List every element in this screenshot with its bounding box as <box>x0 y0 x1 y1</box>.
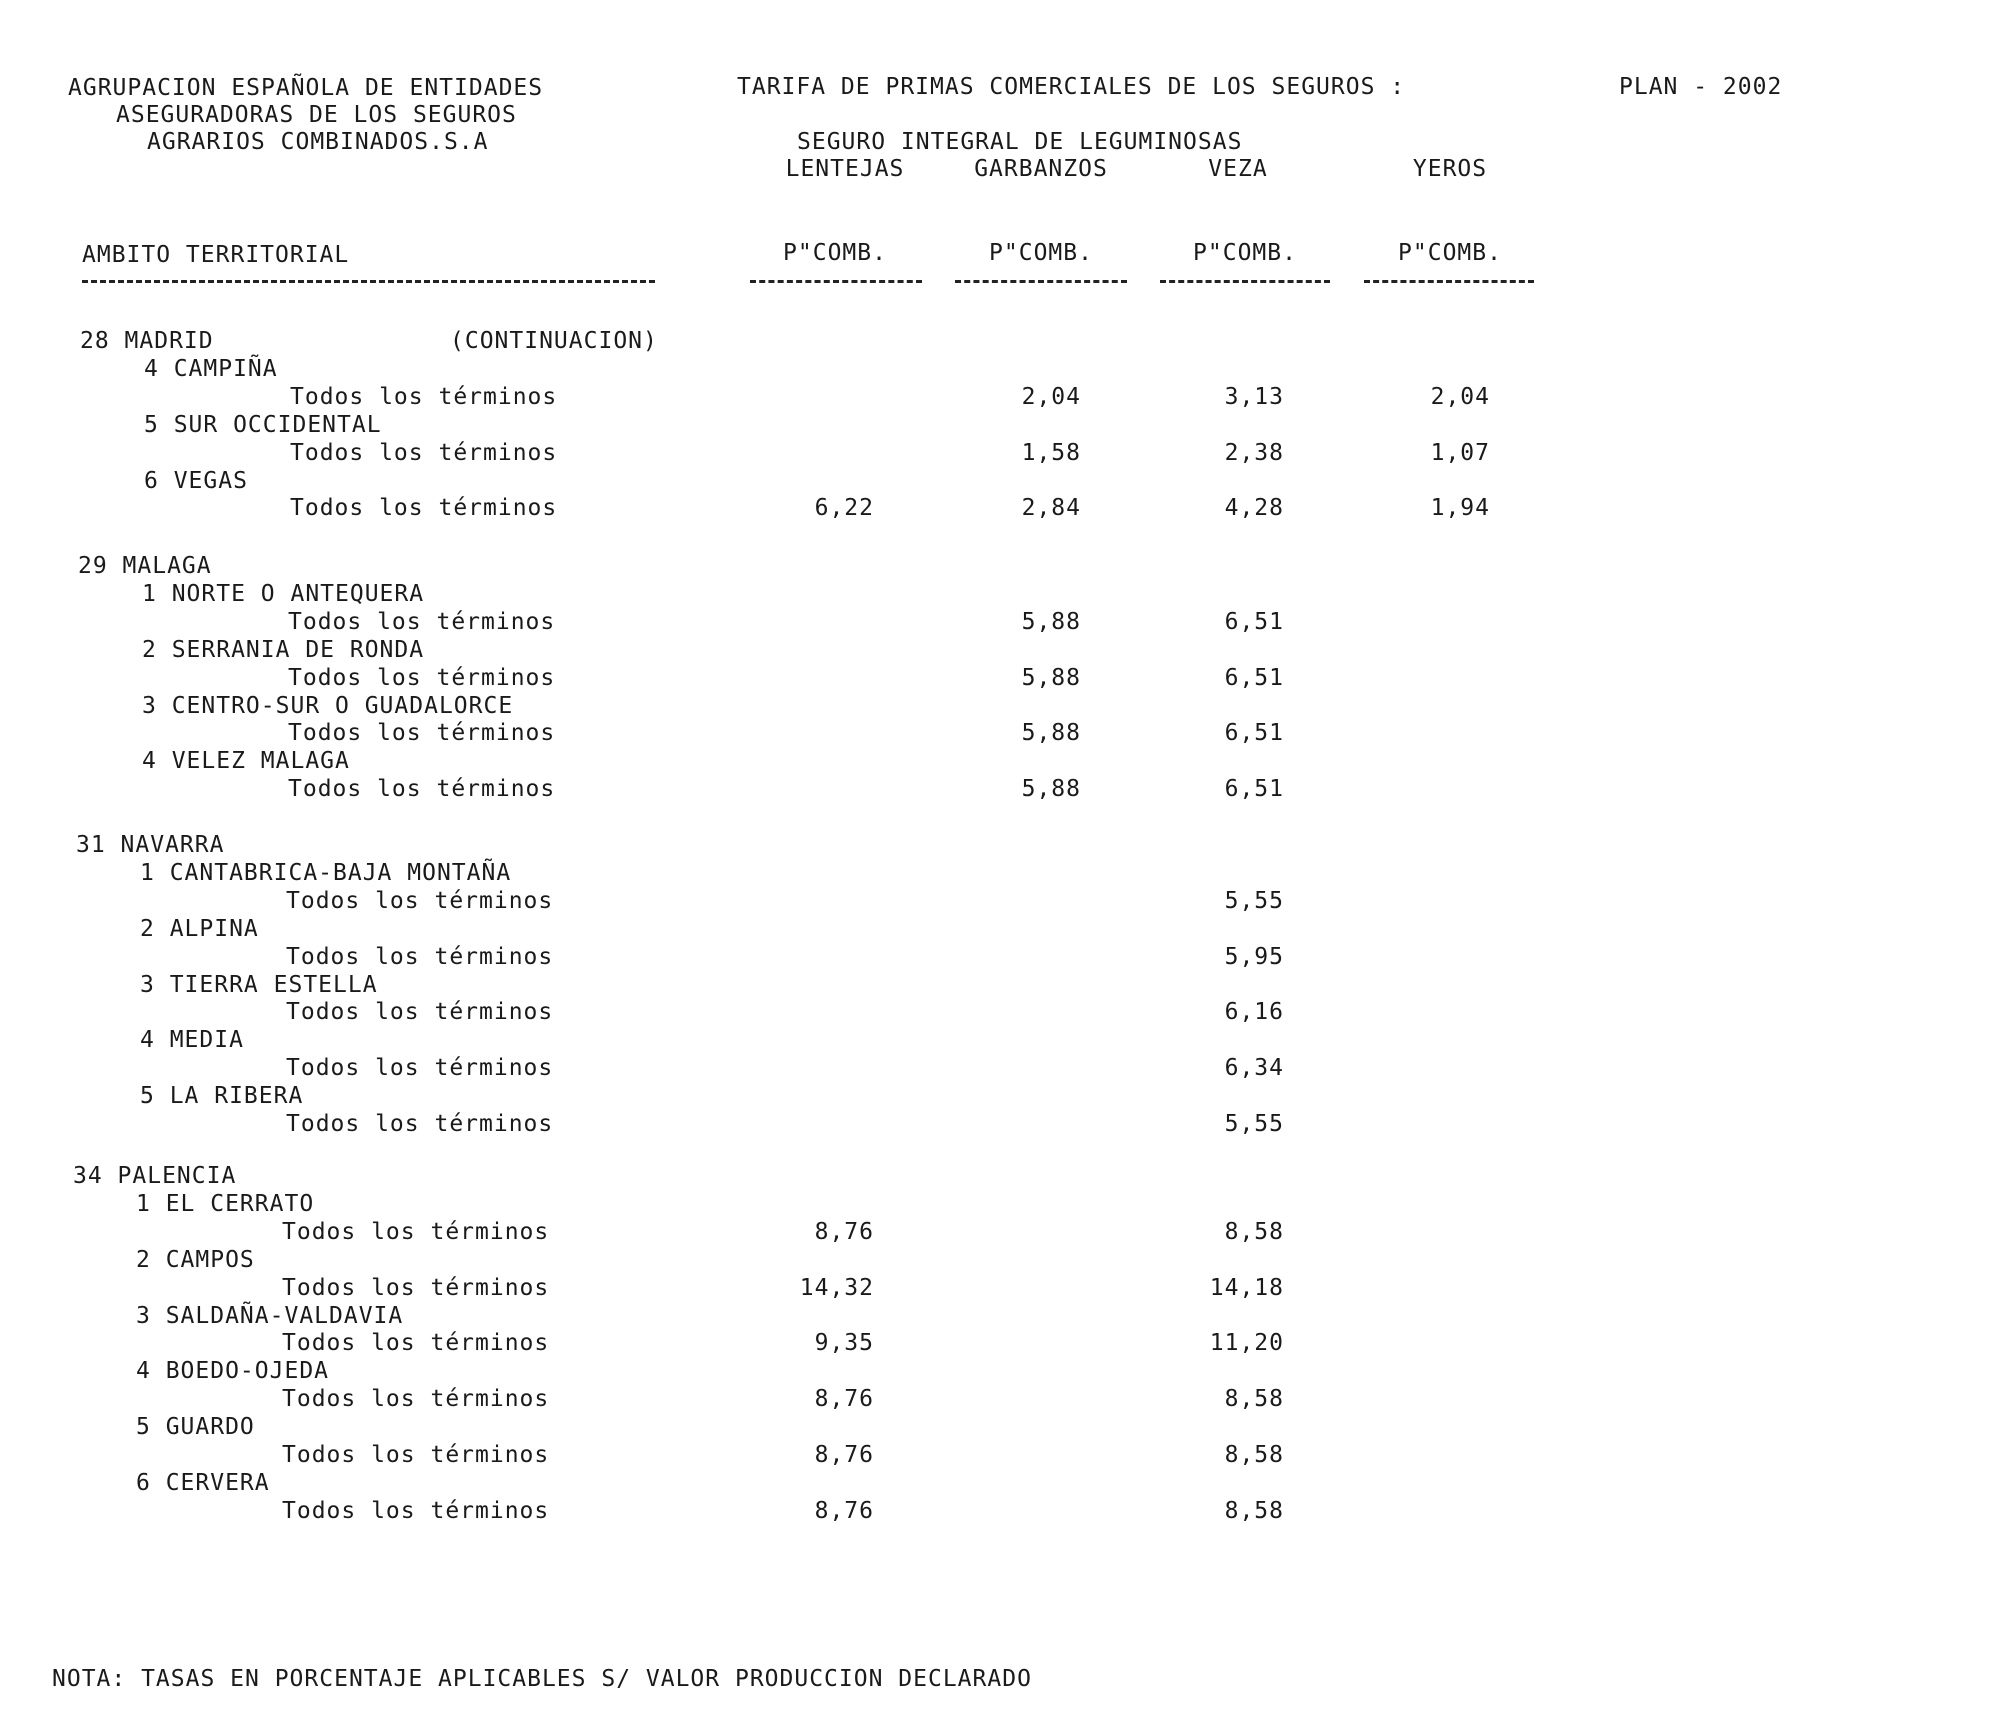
premium-rate-cell: 8,58 <box>1224 1218 1284 1245</box>
comarca-name: 5 SUR OCCIDENTAL <box>144 411 382 438</box>
header-rule-yeros <box>1364 280 1534 283</box>
premium-rate-cell: 8,58 <box>1224 1442 1284 1468</box>
footer-note: NOTA: TASAS EN PORCENTAJE APLICABLES S/ VALOR PRODUCCION DECLARADO <box>52 1666 1032 1692</box>
comarca-name: 5 GUARDO <box>136 1414 255 1441</box>
comarca-name: 4 CAMPIÑA <box>144 355 278 382</box>
premium-rate-cell: 8,76 <box>814 1497 874 1524</box>
terms-label: Todos los términos <box>282 1330 550 1357</box>
terms-label: Todos los términos <box>282 1497 550 1524</box>
province-name: 28 MADRID <box>80 328 214 354</box>
premium-rate-cell: 5,95 <box>1224 943 1284 970</box>
terms-label: Todos los términos <box>290 495 558 522</box>
column-header-yeros: P"COMB. <box>1398 240 1502 266</box>
premium-rate-cell: 5,88 <box>1021 720 1081 747</box>
column-header-veza: P"COMB. <box>1193 240 1297 266</box>
plan-label: PLAN - 2002 <box>1619 74 1783 100</box>
terms-label: Todos los términos <box>290 439 558 466</box>
terms-label: Todos los términos <box>288 720 556 747</box>
header-rule-ambito <box>82 280 655 283</box>
province-note: (CONTINUACION) <box>450 328 658 354</box>
comarca-name: 4 MEDIA <box>140 1027 244 1054</box>
premium-rate-cell: 5,55 <box>1224 1111 1284 1137</box>
org-name-line-3: AGRARIOS COMBINADOS.S.A <box>147 129 489 155</box>
terms-label: Todos los términos <box>282 1442 550 1468</box>
org-name-line-1: AGRUPACION ESPAÑOLA DE ENTIDADES <box>68 75 544 101</box>
comarca-name: 1 CANTABRICA-BAJA MONTAÑA <box>140 859 512 886</box>
premium-rate-cell: 11,20 <box>1209 1330 1284 1357</box>
crop-header-lentejas: LENTEJAS <box>785 156 905 182</box>
comarca-name: 3 TIERRA ESTELLA <box>140 971 378 998</box>
comarca-name: 2 ALPINA <box>140 915 259 942</box>
premium-rate-cell: 8,76 <box>814 1218 874 1245</box>
comarca-name: 6 CERVERA <box>136 1469 270 1496</box>
premium-rate-cell: 8,76 <box>814 1386 874 1413</box>
crop-header-garbanzos: GARBANZOS <box>974 156 1108 182</box>
premium-rate-cell: 14,18 <box>1209 1274 1284 1301</box>
comarca-name: 3 SALDAÑA-VALDAVIA <box>136 1302 404 1329</box>
premium-rate-cell: 4,28 <box>1224 495 1284 522</box>
province-name: 29 MALAGA <box>78 553 212 579</box>
header-rule-veza <box>1160 280 1330 283</box>
province-name: 31 NAVARRA <box>76 832 225 858</box>
premium-rate-cell: 5,88 <box>1021 664 1081 691</box>
terms-label: Todos los términos <box>286 943 554 970</box>
ambito-territorial-header: AMBITO TERRITORIAL <box>82 242 350 268</box>
premium-rate-cell: 6,34 <box>1224 1055 1284 1082</box>
premium-rate-cell: 8,58 <box>1224 1386 1284 1413</box>
comarca-name: 6 VEGAS <box>144 467 248 494</box>
premium-rate-cell: 1,07 <box>1430 439 1490 466</box>
premium-rate-cell: 5,88 <box>1021 608 1081 635</box>
terms-label: Todos los términos <box>288 664 556 691</box>
document-title: TARIFA DE PRIMAS COMERCIALES DE LOS SEGUROS : <box>737 74 1406 100</box>
comarca-name: 5 LA RIBERA <box>140 1083 304 1110</box>
premium-rate-cell: 6,51 <box>1224 776 1284 803</box>
crop-header-veza: VEZA <box>1208 156 1268 182</box>
org-name-line-2: ASEGURADORAS DE LOS SEGUROS <box>116 102 517 128</box>
province-name: 34 PALENCIA <box>73 1163 237 1189</box>
column-header-garbanzos: P"COMB. <box>989 240 1093 266</box>
crop-header-yeros: YEROS <box>1412 156 1488 182</box>
premium-rate-cell: 14,32 <box>799 1274 874 1301</box>
premium-rate-cell: 9,35 <box>814 1330 874 1357</box>
terms-label: Todos los términos <box>288 776 556 803</box>
comarca-name: 4 BOEDO-OJEDA <box>136 1358 330 1385</box>
terms-label: Todos los términos <box>282 1218 550 1245</box>
premium-rate-cell: 2,04 <box>1430 383 1490 410</box>
header-rule-lentejas <box>750 280 922 283</box>
premium-rate-cell: 1,58 <box>1021 439 1081 466</box>
terms-label: Todos los términos <box>290 383 558 410</box>
premium-rate-cell: 2,38 <box>1224 439 1284 466</box>
premium-rate-cell: 6,51 <box>1224 664 1284 691</box>
premium-rate-cell: 2,84 <box>1021 495 1081 522</box>
premium-rate-cell: 2,04 <box>1021 383 1081 410</box>
terms-label: Todos los términos <box>286 887 554 914</box>
header-rule-garbanzos <box>955 280 1127 283</box>
premium-rate-cell: 6,16 <box>1224 999 1284 1026</box>
terms-label: Todos los términos <box>282 1274 550 1301</box>
comarca-name: 4 VELEZ MALAGA <box>142 748 350 775</box>
terms-label: Todos los términos <box>286 999 554 1026</box>
premium-rate-cell: 8,58 <box>1224 1497 1284 1524</box>
premium-rate-cell: 6,22 <box>814 495 874 522</box>
terms-label: Todos los términos <box>288 608 556 635</box>
terms-label: Todos los términos <box>286 1111 554 1137</box>
premium-rate-cell: 3,13 <box>1224 383 1284 410</box>
premium-rate-cell: 5,88 <box>1021 776 1081 803</box>
premium-rate-cell: 8,76 <box>814 1442 874 1468</box>
terms-label: Todos los términos <box>286 1055 554 1082</box>
premium-rate-cell: 1,94 <box>1430 495 1490 522</box>
comarca-name: 2 CAMPOS <box>136 1246 255 1273</box>
insurance-name: SEGURO INTEGRAL DE LEGUMINOSAS <box>797 129 1243 155</box>
comarca-name: 1 NORTE O ANTEQUERA <box>142 580 425 607</box>
terms-label: Todos los términos <box>282 1386 550 1413</box>
column-header-lentejas: P"COMB. <box>783 240 887 266</box>
comarca-name: 2 SERRANIA DE RONDA <box>142 636 425 663</box>
premium-rate-cell: 5,55 <box>1224 887 1284 914</box>
comarca-name: 3 CENTRO-SUR O GUADALORCE <box>142 692 514 719</box>
comarca-name: 1 EL CERRATO <box>136 1190 315 1217</box>
premium-rate-cell: 6,51 <box>1224 608 1284 635</box>
premium-rate-cell: 6,51 <box>1224 720 1284 747</box>
